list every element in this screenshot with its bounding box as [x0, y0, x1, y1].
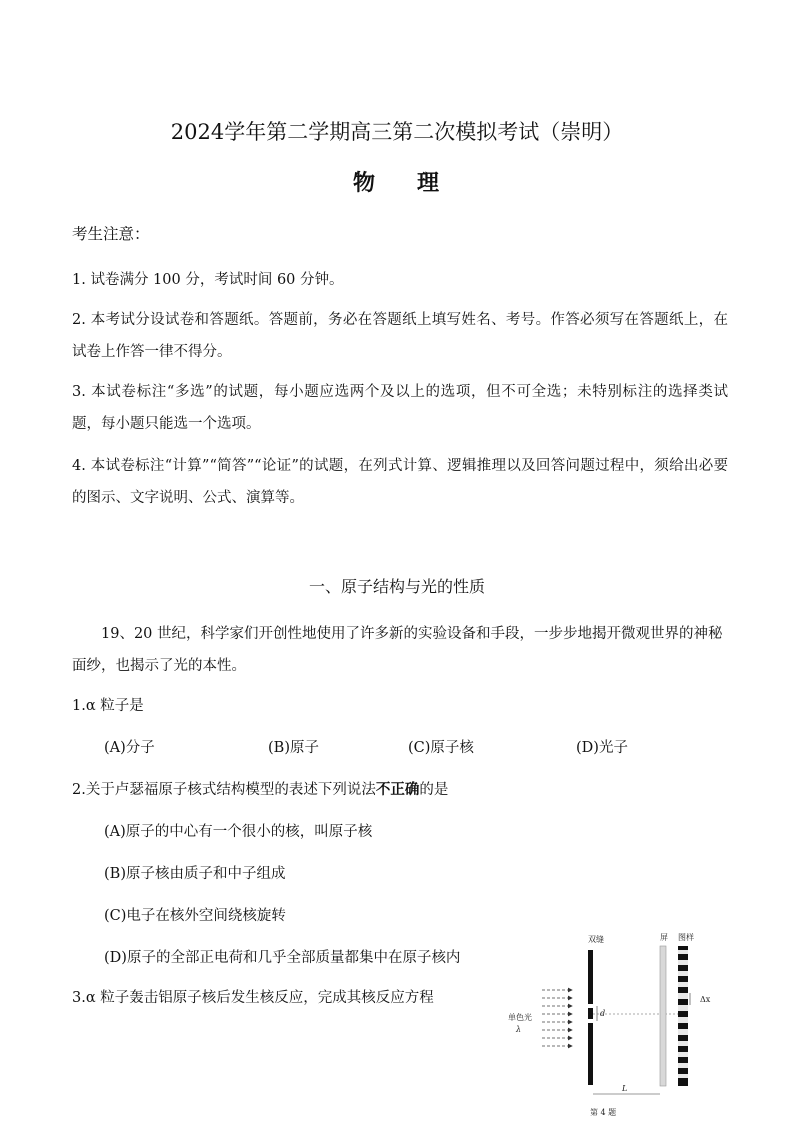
figure-caption: 第 4 题 [590, 1108, 617, 1117]
label-lambda: λ [516, 1025, 522, 1034]
notice-item-1: 1. 试卷满分 100 分，考试时间 60 分钟。 [72, 272, 344, 288]
label-dx: Δx [700, 995, 711, 1004]
q2-option-a: (A)原子的中心有一个很小的核，叫原子核 [104, 824, 373, 840]
subject-title [0, 166, 794, 197]
question-2-stem [72, 778, 448, 799]
question-3-stem: 3.α 粒子轰击铝原子核后发生核反应，完成其核反应方程 [72, 990, 434, 1006]
notice-item-2: 2. 本考试分设试卷和答题纸。答题前，务必在答题纸上填写姓名、考号。作答必须写在答题纸上，在试卷上作答一律不得分。 [72, 312, 728, 360]
question-1-stem: 1.α 粒子是 [72, 698, 144, 714]
q2-option-d: (D)原子的全部正电荷和几乎全部质量都集中在原子核内 [104, 950, 461, 966]
section-intro: 19、20 世纪，科学家们开创性地使用了许多新的实验设备和手段，一步步地揭开微观世界的神秘面纱，也揭示了光的本性。 [72, 626, 723, 674]
label-slits: 双缝 [588, 935, 604, 944]
fringe-pattern [678, 946, 688, 1086]
double-slit-figure [504, 928, 728, 1120]
section-title: 一、原子结构与光的性质 [308, 577, 485, 596]
q1-option-c: (C)原子核 [408, 740, 474, 756]
q2-option-c: (C)电子在核外空间绕核旋转 [104, 908, 286, 924]
q2-stem-pre: 2.关于卢瑟福原子核式结构模型的表述下列说法 [72, 782, 376, 798]
notice-heading: 考生注意： [72, 225, 150, 243]
label-L: L [622, 1084, 628, 1093]
q1-option-d: (D)光子 [576, 740, 628, 756]
double-slit-barrier [588, 950, 593, 1085]
q1-option-b: (B)原子 [268, 740, 319, 756]
q2-stem-emphasis: 不正确 [375, 781, 420, 798]
screen [660, 946, 666, 1086]
subject-char-a: 物 [352, 170, 377, 196]
label-screen: 屏 [660, 933, 668, 942]
q1-option-a: (A)分子 [104, 740, 155, 756]
subject-char-b: 理 [417, 170, 442, 196]
notice-item-3: 3. 本试卷标注“多选”的试题，每小题应选两个及以上的选项，但不可全选；未特别标注的选择类试题，每小题只能选一个选项。 [72, 384, 728, 432]
q2-option-b: (B)原子核由质子和中子组成 [104, 866, 286, 882]
incoming-light-arrows [542, 990, 572, 1046]
label-pattern: 图样 [678, 933, 694, 942]
label-d: d [600, 1009, 606, 1018]
notice-item-4: 4. 本试卷标注“计算”“简答”“论证”的试题，在列式计算、逻辑推理以及回答问题过程中，须给出必要的图示、文字说明、公式、演算等。 [72, 458, 728, 506]
q2-stem-post: 的是 [419, 782, 449, 798]
label-light: 单色光 [508, 1013, 532, 1022]
page-title: 2024学年第二学期高三第二次模拟考试（崇明） [170, 120, 624, 144]
